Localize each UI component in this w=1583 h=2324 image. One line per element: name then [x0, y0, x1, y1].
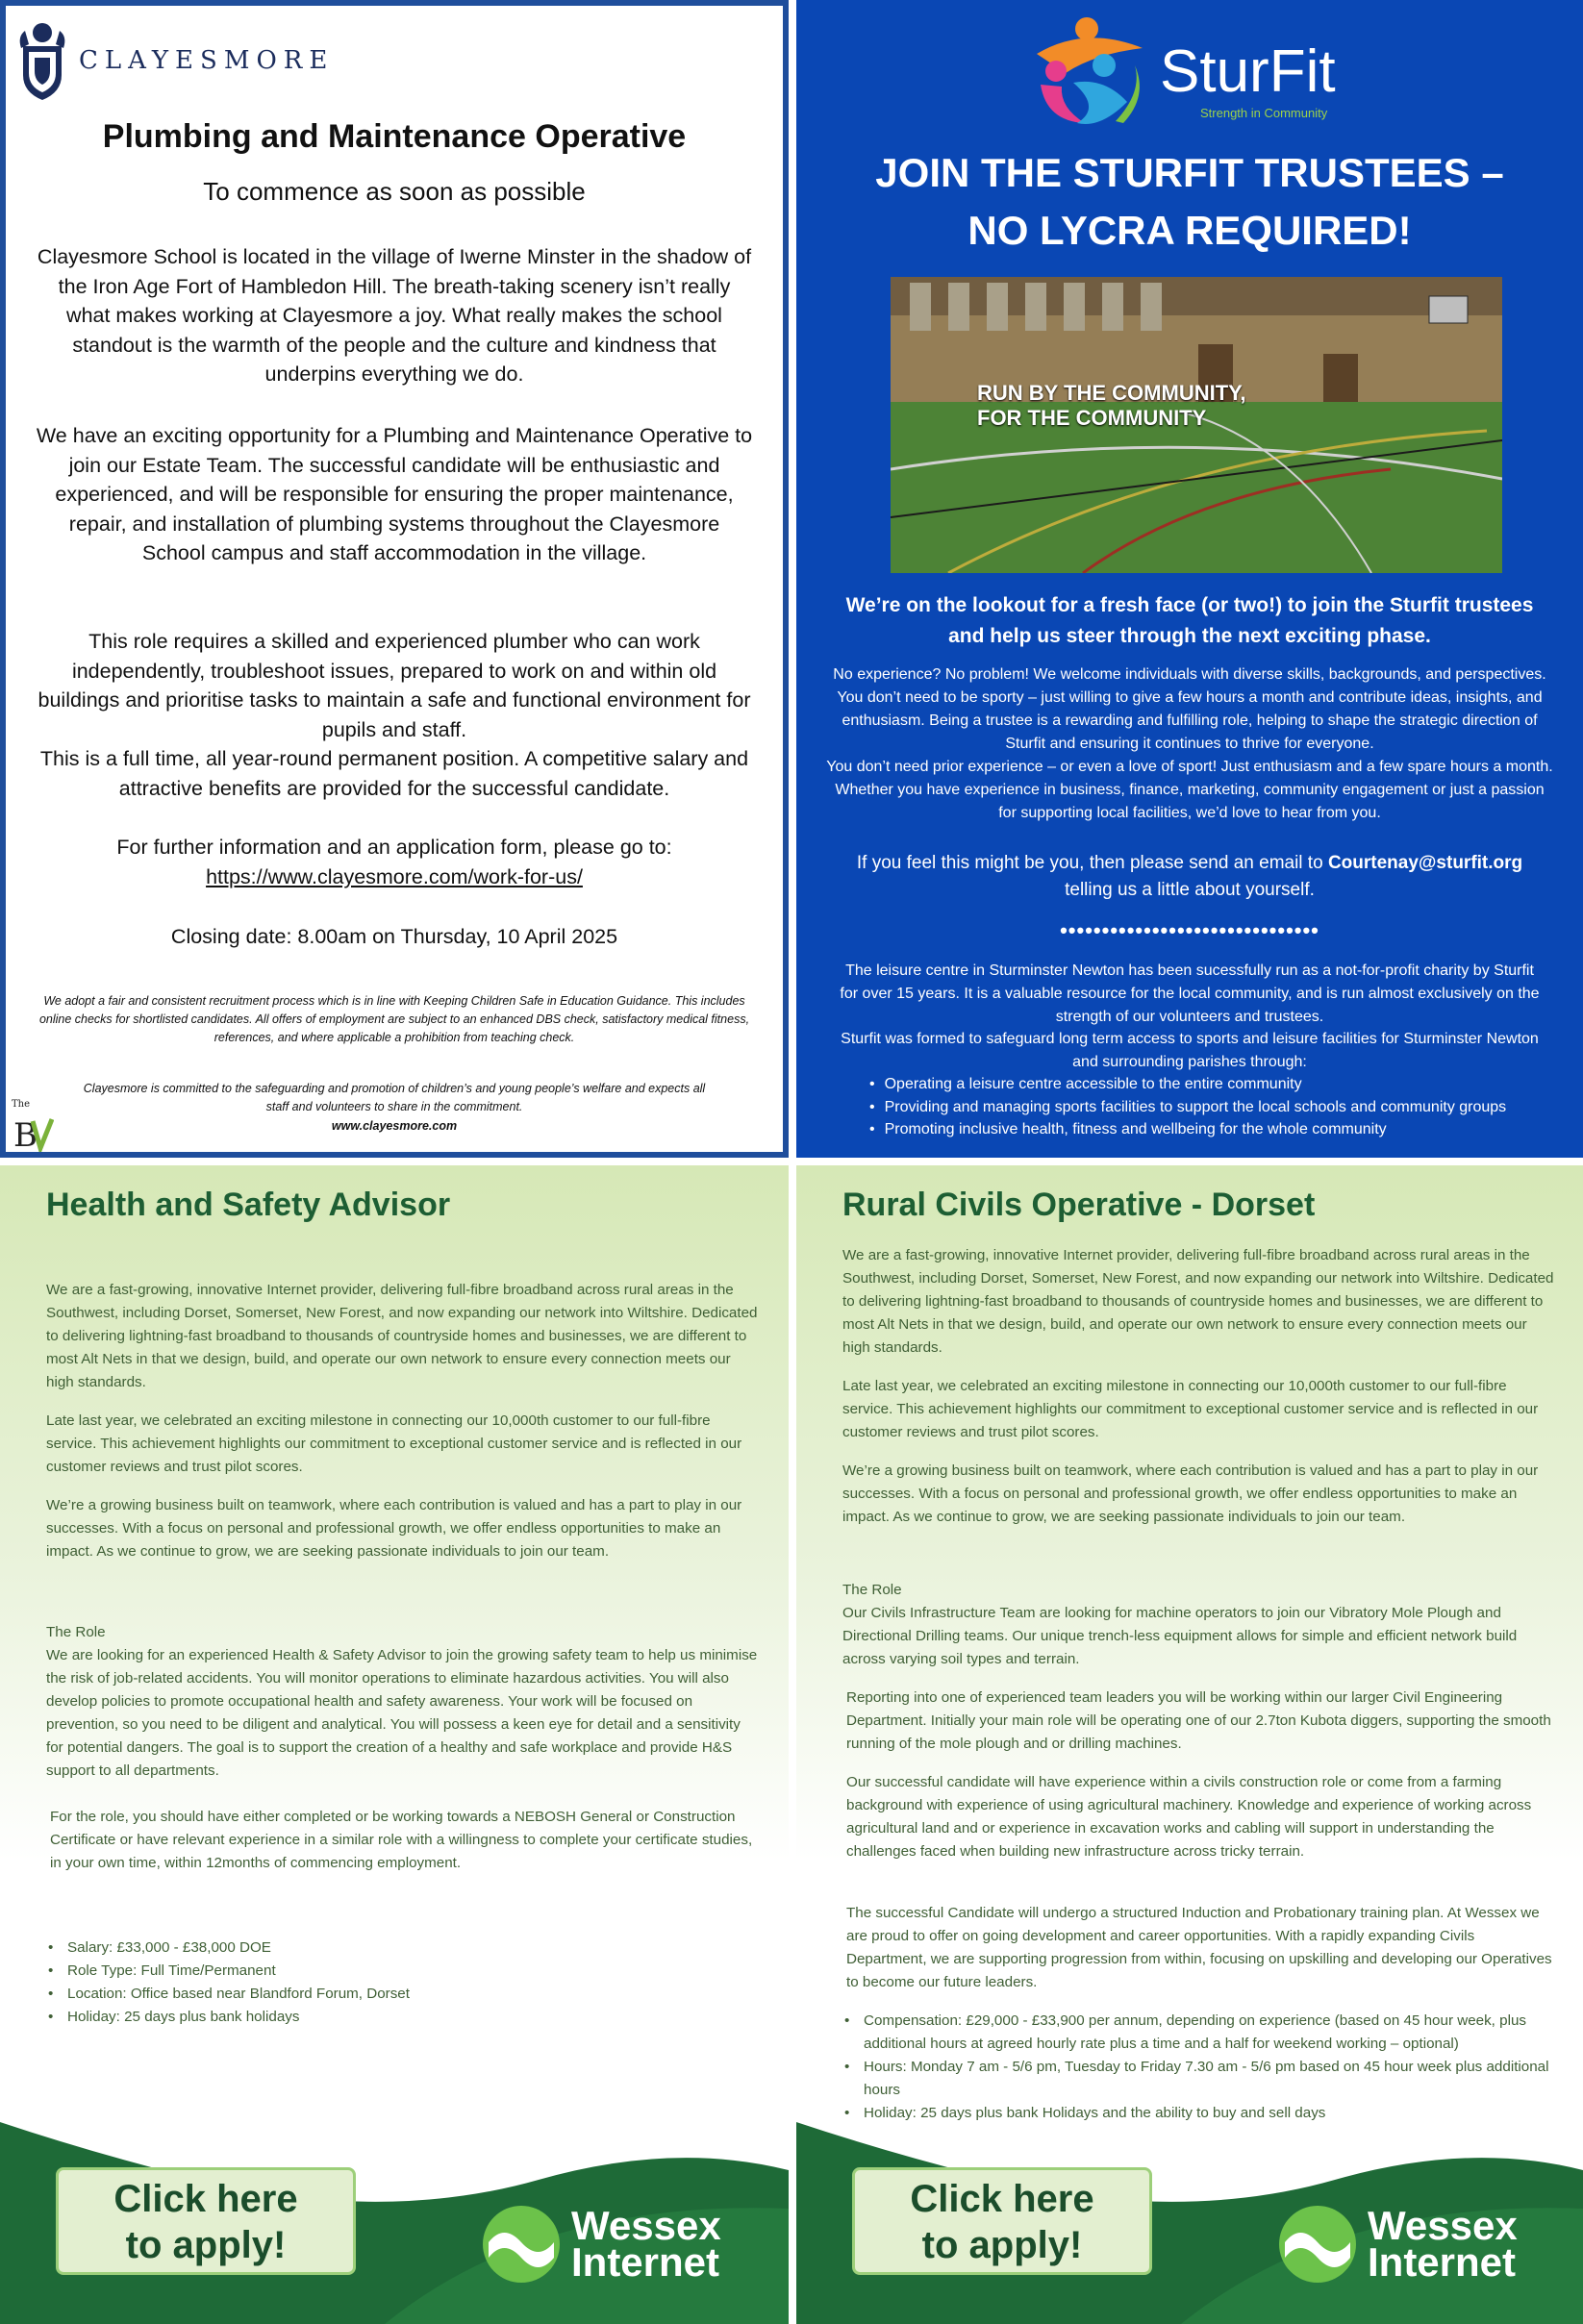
sturfit-para-1: No experience? No problem! We welcome individuals with diverse skills, backgrounds, and perspectives. You don’t need to be sporty – just willing to give a few hours a month and contribute ideas, insights, and enthusiasm. Being a trustee is a rewarding and fulfilling role, helping to shape the strategic direction of Sturfit and ensuring it continues to thrive for everyone. [833, 666, 1546, 752]
teamwork-paragraph: We’re a growing business built on teamwork, where each contribution is valued and has a part to play in our successes. With a focus on personal and professional growth, we offer endless opportunities to make an impact. As we continue to grow, we are seeking passionate individuals to join our team. [842, 1462, 1539, 1525]
apply-line-1: Click here [113, 2178, 298, 2220]
candidate-paragraph: Our successful candidate will have experience within a civils construction role or come from a farming background with experience of using agricultural machinery. Knowledge and experience of working across agricultural land and or experience in excavation works and cabling will support in understanding the challenges faced when building new infrastructure across tricky terrain. [846, 1774, 1532, 1860]
closing-date: Closing date: 8.00am on Thursday, 10 April 2025 [170, 925, 618, 948]
list-item: • Operating a leisure centre accessible to the entire community [869, 1073, 1506, 1096]
list-item: • Salary: £33,000 - £38,000 DOE [48, 1937, 760, 1960]
opportunity-paragraph: We have an exciting opportunity for a Plumbing and Maintenance Operative to join our Estate Team. The successful candidate will be enthusiastic and experienced, and will be responsible for ensuring the proper maintenance, repair, and installation of plumbing systems throughout the Clayesmore School campus and staff accommodation in the village. [36, 424, 753, 564]
wessex-wordmark [1368, 2203, 1518, 2285]
sturfit-contact [825, 850, 1554, 904]
contact-email[interactable]: Courtenay@sturfit.org [1327, 853, 1523, 873]
requirements-paragraph: This role requires a skilled and experienced plumber who can work independently, troubleshoot issues, prepared to work on and within old buildings and prioritise tasks to maintain a safe and functional environment for pupils and staff. [38, 630, 751, 741]
wessex-rural-civils-panel [796, 1165, 1583, 2324]
job-title: Rural Civils Operative - Dorset [842, 1187, 1316, 1223]
apply-button[interactable] [56, 2167, 356, 2275]
list-item: • Compensation: £29,000 - £33,900 per annum, depending on experience (based on 45 hour week, plus additional hours at agreed hourly rate plus a time and a half for weekend working – optional) [844, 2010, 1554, 2056]
contact-suffix: telling us a little about yourself. [1065, 880, 1315, 900]
apply-link[interactable]: https://www.clayesmore.com/work-for-us/ [206, 865, 583, 888]
logo-line-2: Internet [1368, 2239, 1517, 2285]
clayesmore-panel [0, 0, 789, 1158]
job-subtitle: To commence as soon as possible [203, 177, 586, 206]
website-text[interactable]: www.clayesmore.com [331, 1119, 458, 1133]
sturfit-wordmark: SturFit [1160, 38, 1336, 105]
intro-paragraph: Clayesmore School is located in the village of Iwerne Minster in the shadow of the Iron Age Fort of Hambledon Hill. The breath-taking scenery isn’t really what makes working at Clayesmore a joy. What really makes the school standout is the warmth of the people and the culture and kindness that underpins everything we do. [37, 245, 752, 386]
role-description: We are looking for an experienced Health & Safety Advisor to join the growing safety team to help us minimise the risk of job-related accidents. You will monitor operations to eliminate hazardous activities. You will also develop policies to promote occupational health and safety awareness. Your work will be focused on prevention, so you need to be diligent and analytical. You will possess a keen eye for detail and a sensitivity for potential dangers. The goal is to support the creation of a healthy and safe workplace and provide H&S support to all departments. [46, 1647, 758, 1779]
crest-icon [15, 19, 69, 102]
bv-badge [12, 1094, 56, 1152]
dotted-divider: ••••••••••••••••••••••••••••••• [1060, 918, 1319, 942]
reporting-paragraph: Reporting into one of experienced team leaders you will be working within our larger Civil Engineering Department. Initially your main role will be operating one of our 2.7ton Kubota diggers, supporting the smooth running of the mole plough and or drilling machines. [846, 1689, 1551, 1752]
teamwork-paragraph: We’re a growing business built on teamwork, where each contribution is valued and has a part to play in our successes. With a focus on personal and professional growth, we offer endless opportunities to make an impact. As we continue to grow, we are seeking passionate individuals to join our team. [46, 1497, 742, 1560]
list-item: • Role Type: Full Time/Permanent [48, 1960, 760, 1983]
sturfit-about-1: The leisure centre in Sturminster Newton has been sucessfully run as a not-for-profit charity by Sturfit for over 15 years. It is a valuable resource for the local community, and is run almost exclusively on the strength of our volunteers and trustees. [840, 962, 1540, 1025]
svg-text:B: B [13, 1116, 38, 1152]
list-item: • Hours: Monday 7 am - 5/6 pm, Tuesday to Friday 7.30 am - 5/6 pm based on 45 hour week plus additional hours [844, 2056, 1554, 2102]
apply-line-2: to apply! [921, 2224, 1083, 2266]
sturfit-bullets [869, 1073, 1506, 1141]
sturfit-panel [796, 0, 1583, 1158]
wessex-wordmark [571, 2203, 721, 2285]
image-caption-line-2: FOR THE COMMUNITY [977, 406, 1207, 430]
wessex-wave-icon [1277, 2204, 1358, 2285]
apply-line-2: to apply! [125, 2224, 287, 2266]
wessex-logo [481, 2204, 721, 2285]
list-item: • Holiday: 25 days plus bank Holidays and the ability to buy and sell days [844, 2102, 1554, 2125]
list-item: • Location: Office based near Blandford Forum, Dorset [48, 1983, 760, 2006]
job-details-list [48, 1937, 760, 2029]
sturfit-para-2: You don’t need prior experience – or even a love of sport! Just enthusiasm and a few spare hours a month. Whether you have experience in business, finance, marketing, community engagement or just a passion for supporting local facilities, we’d love to hear from you. [826, 759, 1553, 821]
sturfit-lead: We’re on the lookout for a fresh face (or two!) to join the Sturfit trustees and help us steer through the next exciting phase. [845, 594, 1534, 647]
contact-prefix: If you feel this might be you, then please send an email to [856, 853, 1328, 873]
job-details-list [844, 2010, 1554, 2125]
headline-line-2: NO LYCRA REQUIRED! [967, 208, 1412, 253]
milestone-paragraph: Late last year, we celebrated an exciting milestone in connecting our 10,000th customer to our full-fibre service. This achievement highlights our commitment to exceptional customer service and is reflected in our customer reviews and trust pilot scores. [46, 1412, 742, 1475]
job-title: Health and Safety Advisor [46, 1187, 451, 1223]
clayesmore-wordmark: CLAYESMORE [79, 46, 335, 75]
wessex-wave-icon [481, 2204, 562, 2285]
role-heading: The Role [842, 1582, 902, 1598]
sturfit-tagline: Strength in Community [1200, 106, 1328, 120]
milestone-paragraph: Late last year, we celebrated an exciting milestone in connecting our 10,000th customer to our full-fibre service. This achievement highlights our commitment to exceptional customer service and is reflected in our customer reviews and trust pilot scores. [842, 1378, 1539, 1440]
safeguarding-note: Clayesmore is committed to the safeguarding and promotion of children’s and young people’s welfare and expects all staff and volunteers to share in the commitment. [83, 1082, 706, 1113]
sports-hall-image [891, 277, 1502, 573]
logo-line-1: Wessex [1368, 2203, 1518, 2248]
role-heading: The Role [46, 1624, 106, 1640]
apply-line-1: Click here [910, 2178, 1094, 2220]
job-title: Plumbing and Maintenance Operative [102, 118, 687, 155]
bv-logo-icon [12, 1112, 54, 1152]
position-paragraph: This is a full time, all year-round permanent position. A competitive salary and attractive benefits are provided for the successful candidate. [39, 747, 749, 800]
company-intro: We are a fast-growing, innovative Internet provider, delivering full-fibre broadband across rural areas in the Southwest, including Dorset, Somerset, New Forest, and now expanding our network into Wiltshire. Dedicated to delivering lightning-fast broadband to thousands of countryside homes and businesses, we are different to most Alt Nets in that we design, build, and operate our own network to ensure every connection meets our high standards. [842, 1247, 1554, 1356]
training-paragraph: The successful Candidate will undergo a structured Induction and Probationary training plan. At Wessex we are proud to offer on going development and career opportunities. With a rapidly expanding Civils Department, we are supporting progression from within, focusing on upskilling and developing our Operatives to become our future leaders. [846, 1905, 1552, 1990]
wessex-logo [1277, 2204, 1518, 2285]
image-caption [977, 381, 1246, 431]
role-description: Our Civils Infrastructure Team are looking for machine operators to join our Vibratory Mole Plough and Directional Drilling teams. Our unique trench-less equipment allows for simple and efficient network build across varying soil types and terrain. [842, 1605, 1518, 1667]
wessex-health-safety-panel [0, 1165, 789, 2324]
recruitment-note: We adopt a fair and consistent recruitment process which is in line with Keeping Children Safe in Education Guidance. This includes online checks for shortlisted candidates. All offers of employment are subject to an enhanced DBS check, satisfactory medical fitness, references, and where applicable a prohibition from teaching check. [38, 994, 750, 1044]
company-intro: We are a fast-growing, innovative Internet provider, delivering full-fibre broadband across rural areas in the Southwest, including Dorset, Somerset, New Forest, and now expanding our network into Wiltshire. Dedicated to delivering lightning-fast broadband to thousands of countryside homes and businesses, we are different to most Alt Nets in that we design, build, and operate our own network to ensure every connection meets our high standards. [46, 1282, 758, 1390]
role-requirements: For the role, you should have either completed or be working towards a NEBOSH General or Construction Certificate or have relevant experience in a similar role with a willingness to complete your certificate studies, in your own time, within 12months of commencing employment. [50, 1809, 753, 1871]
image-caption-line-1: RUN BY THE COMMUNITY, [977, 381, 1246, 405]
sturfit-about-2: Sturfit was formed to safeguard long term access to sports and leisure facilities for Sturminster Newton and surrounding parishes through: [841, 1031, 1539, 1070]
bv-label: The [12, 1099, 31, 1110]
further-info-text: For further information and an application form, please go to: [116, 836, 672, 859]
apply-button[interactable] [852, 2167, 1152, 2275]
list-item: • Promoting inclusive health, fitness and wellbeing for the whole community [869, 1118, 1506, 1141]
clayesmore-logo [15, 19, 334, 102]
headline-line-1: JOIN THE STURFIT TRUSTEES – [875, 150, 1504, 195]
list-item: • Holiday: 25 days plus bank holidays [48, 2006, 760, 2029]
logo-line-1: Wessex [571, 2203, 721, 2248]
logo-line-2: Internet [571, 2239, 720, 2285]
sturfit-headline [796, 144, 1583, 260]
sturfit-figures-icon [1027, 15, 1152, 129]
list-item: • Providing and managing sports facilities to support the local schools and community groups [869, 1096, 1506, 1119]
